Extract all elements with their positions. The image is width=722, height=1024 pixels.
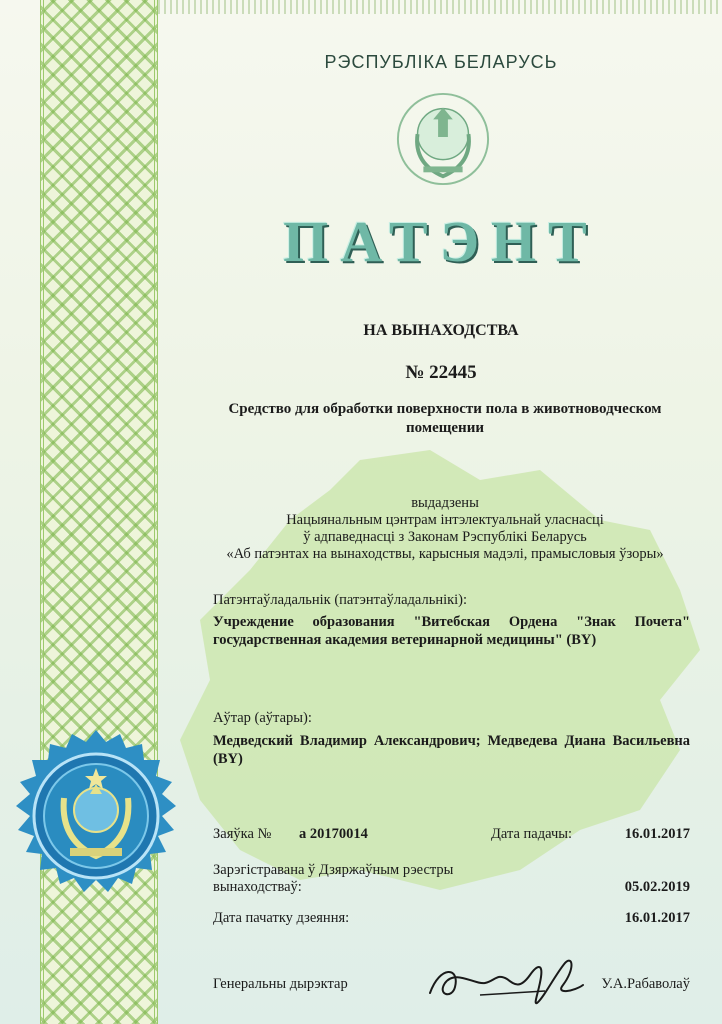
issued-line-2: Нацыянальным цэнтрам інтэлектуальнай уласнасці <box>286 512 604 528</box>
validity-row <box>213 910 690 927</box>
signatory-name: У.А.Рабаволаў <box>601 976 690 992</box>
registration-label-1: Зарэгістравана ў Дзяржаўным рэестры <box>213 862 454 878</box>
issued-line-1: выдадзены <box>411 495 479 511</box>
filing-date: 16.01.2017 <box>624 826 690 842</box>
registration-row <box>213 862 690 896</box>
patent-title: ПАТЭНТ <box>283 209 599 274</box>
issued-line-4: «Аб патэнтах на вынаходствы, карысныя мадэлі, прамысловыя ўзоры» <box>226 546 664 562</box>
hologram-seal-icon <box>6 728 186 908</box>
author-label: Аўтар (аўтары): <box>213 710 312 726</box>
validity-label: Дата пачатку дзеяння: <box>213 910 350 926</box>
application-row <box>213 826 690 843</box>
patent-type: НА ВЫНАХОДСТВА <box>363 322 519 339</box>
application-label: Заяўка № <box>213 826 272 842</box>
number-value: 22445 <box>429 362 477 383</box>
application-number: а 20170014 <box>299 826 368 842</box>
validity-date: 16.01.2017 <box>624 910 690 926</box>
filing-date-label: Дата падачы: <box>491 826 573 842</box>
issued-by-block <box>195 495 695 563</box>
registration-label-2: вынаходстваў: <box>213 879 302 895</box>
author-value: Медведский Владимир Александрович; Медведева Диана Васильевна (BY) <box>213 733 690 767</box>
invention-title: Средство для обработки поверхности пола в животноводческом помещении <box>228 401 662 436</box>
signatory-title: Генеральны дырэктар <box>213 976 348 992</box>
state-emblem-icon <box>394 90 492 188</box>
owner-value: Учреждение образования "Витебская Ордена "Знак Почета" государственная академия ветеринарной медицины" (BY) <box>213 614 690 648</box>
owner-label: Патэнтаўладальнік (патэнтаўладальнікі): <box>213 592 468 608</box>
number-prefix: № <box>405 362 425 383</box>
patent-number <box>160 362 722 384</box>
top-decorative-pattern <box>158 0 722 14</box>
issued-line-3: ў адпаведнасці з Законам Рэспублікі Беларусь <box>303 529 587 545</box>
signature-image <box>425 955 585 1010</box>
republic-heading: РЭСПУБЛІКА БЕЛАРУСЬ <box>324 52 558 72</box>
registration-date: 05.02.2019 <box>624 879 690 895</box>
